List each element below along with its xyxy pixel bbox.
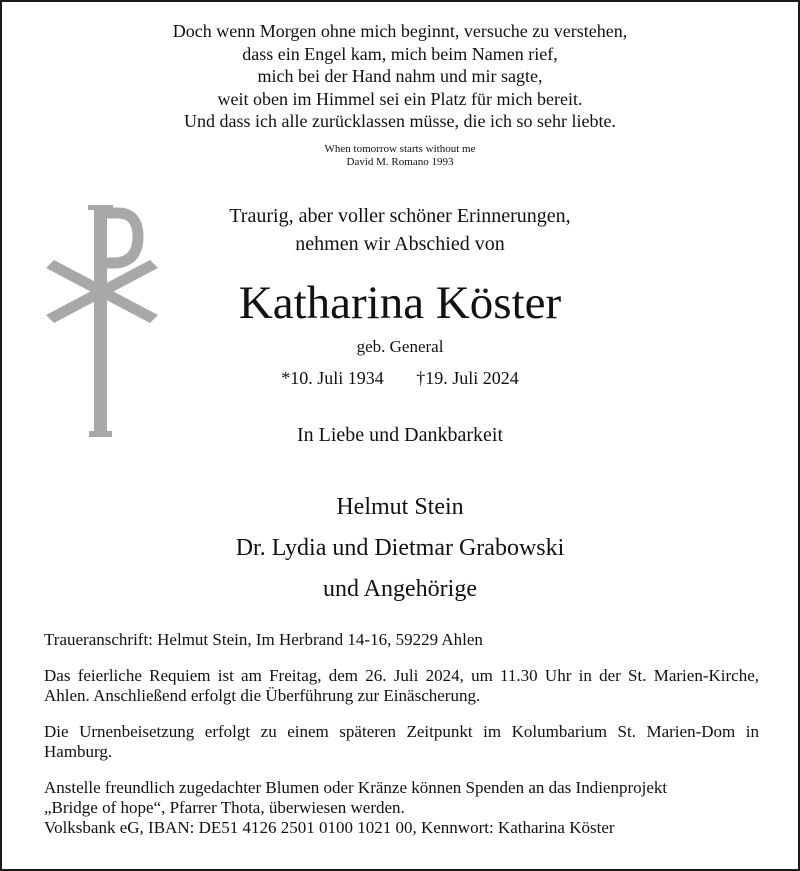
notices	[44, 630, 759, 838]
poem-source-title: When tomorrow starts without me	[324, 143, 476, 155]
poem-line: Und dass ich alle zurücklassen müsse, die ich so sehr liebte.	[184, 111, 616, 131]
closing-text: In Liebe und Dankbarkeit	[296, 424, 504, 446]
poem-line: Doch wenn Morgen ohne mich beginnt, versuche zu verstehen,	[172, 21, 628, 41]
donation-bank-line: Volksbank eG, IBAN: DE51 4126 2501 0100 1021 00, Kennwort: Katharina Köster	[44, 818, 615, 837]
mourner-name: Helmut Stein	[336, 494, 464, 520]
poem-line: weit oben im Himmel sei ein Platz für mich bereit.	[217, 88, 583, 109]
poem	[0, 20, 800, 133]
born-name: geb. General	[356, 337, 444, 356]
intro-line: Traurig, aber voller schöner Erinnerungen,	[229, 205, 571, 227]
intro-text	[0, 202, 800, 258]
donation-line: „Bridge of hope“, Pfarrer Thota, überwiesen werden.	[44, 798, 405, 817]
mourning-address: Traueranschrift: Helmut Stein, Im Herbrand 14-16, 59229 Ahlen	[44, 630, 483, 649]
donation-line: Anstelle freundlich zugedachter Blumen oder Kränze können Spenden an das Indienprojekt	[44, 778, 668, 797]
poem-line: dass ein Engel kam, mich beim Namen rief,	[242, 43, 558, 64]
deceased-name: Katharina Köster	[238, 277, 562, 329]
poem-line: mich bei der Hand nahm und mir sagte,	[257, 66, 543, 86]
mourner-name: Dr. Lydia und Dietmar Grabowski	[235, 535, 565, 561]
birth-date: *10. Juli 1934	[281, 368, 384, 388]
requiem-notice: Das feierliche Requiem ist am Freitag, dem 26. Juli 2024, um 11.30 Uhr in der St. Marien-Kirche, Ahlen. Anschließend erfolgt die Überführung zur Einäscherung.	[44, 666, 759, 705]
life-dates	[0, 368, 800, 388]
intro-line: nehmen wir Abschied von	[295, 233, 505, 255]
mourner-name: und Angehörige	[323, 576, 477, 602]
mourners	[0, 487, 800, 610]
burial-notice: Die Urnenbeisetzung erfolgt zu einem späteren Zeitpunkt im Kolumbarium St. Marien-Dom in Hamburg.	[44, 722, 759, 761]
death-date: †19. Juli 2024	[416, 368, 519, 388]
donation-notice	[44, 778, 759, 838]
poem-source	[0, 143, 800, 169]
poem-source-author: David M. Romano 1993	[346, 156, 454, 168]
